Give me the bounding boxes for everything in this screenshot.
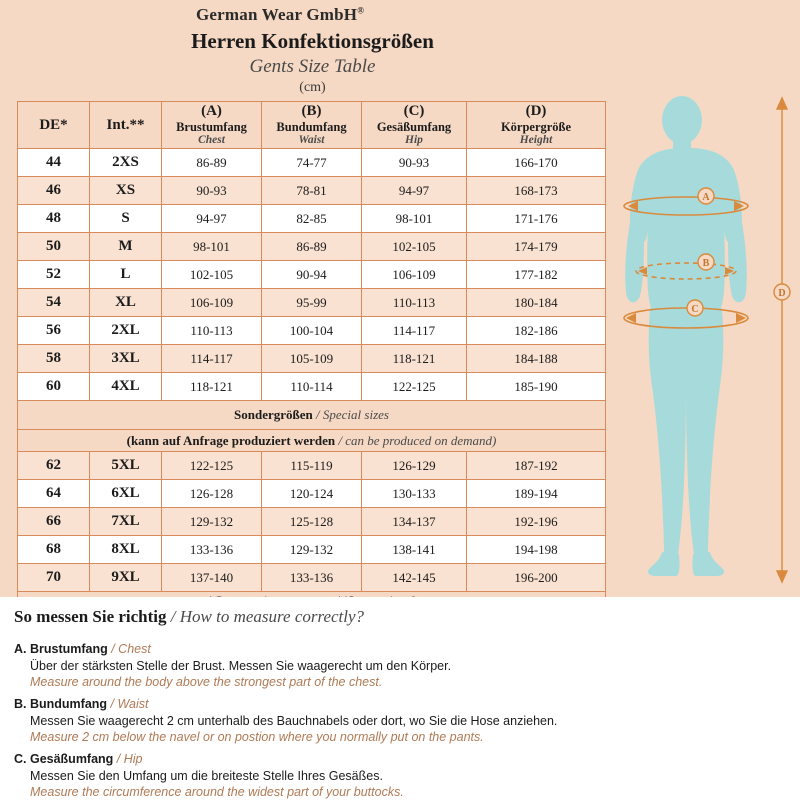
column-header-int: Int.**: [90, 102, 162, 149]
measure-label-de: C. Gesäßumfang: [14, 752, 114, 766]
special-sub-sep: /: [335, 432, 346, 448]
column-header-height: [467, 102, 606, 149]
cell-chest: 122-125: [162, 452, 262, 480]
page-title-de: Herren Konfektionsgrößen: [191, 29, 434, 53]
cell-int: 3XL: [90, 345, 162, 373]
measure-label-sep: /: [113, 752, 124, 766]
cell-chest: 137-140: [162, 564, 262, 592]
cell-chest: 118-121: [162, 373, 262, 401]
cell-int: M: [90, 233, 162, 261]
table-row: [18, 480, 606, 508]
cell-height: 174-179: [467, 233, 606, 261]
cell-waist: 120-124: [262, 480, 362, 508]
special-title-sep: /: [312, 407, 323, 422]
cell-hip: 106-109: [362, 261, 467, 289]
cell-waist: 82-85: [262, 205, 362, 233]
cell-hip: 134-137: [362, 508, 467, 536]
column-de-waist: Bundumfang: [276, 119, 347, 134]
cell-de: 44: [18, 149, 90, 177]
column-letter-a: (A): [201, 102, 222, 119]
heading-en: How to measure correctly?: [179, 607, 365, 626]
cell-de: 46: [18, 177, 90, 205]
table-row: [18, 564, 606, 592]
table-row: [18, 345, 606, 373]
how-to-measure-section: [0, 597, 800, 800]
cell-height: 185-190: [467, 373, 606, 401]
cell-waist: 100-104: [262, 317, 362, 345]
table-row: [18, 452, 606, 480]
cell-chest: 90-93: [162, 177, 262, 205]
cell-de: 70: [18, 564, 90, 592]
cell-de: 50: [18, 233, 90, 261]
cell-de: 52: [18, 261, 90, 289]
cell-chest: 110-113: [162, 317, 262, 345]
measure-item-title: [14, 752, 784, 766]
cell-int: 9XL: [90, 564, 162, 592]
table-row: [18, 233, 606, 261]
cell-height: 187-192: [467, 452, 606, 480]
special-sizes-title-row: [18, 401, 606, 430]
body-silhouette: [625, 96, 747, 576]
table-row: [18, 177, 606, 205]
special-title-de: Sondergrößen: [234, 407, 313, 422]
heading-sep: /: [166, 607, 180, 626]
cell-waist: 78-81: [262, 177, 362, 205]
cell-int: 2XL: [90, 317, 162, 345]
cell-hip: 142-145: [362, 564, 467, 592]
cell-hip: 114-117: [362, 317, 467, 345]
cell-de: 62: [18, 452, 90, 480]
cell-height: 177-182: [467, 261, 606, 289]
cell-height: 166-170: [467, 149, 606, 177]
table-row: [18, 373, 606, 401]
page-title-unit: (cm): [299, 80, 326, 95]
cell-chest: 114-117: [162, 345, 262, 373]
table-row: [18, 261, 606, 289]
measure-label-de: B. Bundumfang: [14, 697, 108, 711]
cell-chest: 102-105: [162, 261, 262, 289]
cell-int: 6XL: [90, 480, 162, 508]
cell-height: 180-184: [467, 289, 606, 317]
table-row: [18, 289, 606, 317]
special-sizes-sub-row: [18, 430, 606, 452]
cell-de: 64: [18, 480, 90, 508]
cell-hip: 126-129: [362, 452, 467, 480]
body-figure: [610, 96, 800, 591]
cell-waist: 133-136: [262, 564, 362, 592]
cell-int: 8XL: [90, 536, 162, 564]
measure-item-hip: [14, 752, 784, 800]
measure-text-en: Measure around the body above the strongest part of the chest.: [30, 675, 383, 689]
cell-int: S: [90, 205, 162, 233]
cell-int: 5XL: [90, 452, 162, 480]
cell-height: 182-186: [467, 317, 606, 345]
measure-text-de: Über der stärksten Stelle der Brust. Messen Sie waagerecht um den Körper.: [30, 659, 452, 673]
measure-label-en: Waist: [117, 697, 149, 711]
cell-hip: 110-113: [362, 289, 467, 317]
cell-de: 68: [18, 536, 90, 564]
cell-chest: 98-101: [162, 233, 262, 261]
marker-a-label: A: [702, 192, 710, 203]
column-header-chest: [162, 102, 262, 149]
cell-int: 7XL: [90, 508, 162, 536]
cell-int: XL: [90, 289, 162, 317]
cell-chest: 94-97: [162, 205, 262, 233]
brand-name: [196, 5, 364, 25]
cell-chest: 133-136: [162, 536, 262, 564]
column-en-hip: Hip: [405, 133, 423, 146]
column-header-hip: [362, 102, 467, 149]
cell-waist: 95-99: [262, 289, 362, 317]
how-to-measure-heading: [14, 607, 364, 627]
cell-de: 48: [18, 205, 90, 233]
measure-item-chest: [14, 642, 784, 690]
measure-item-title: [14, 642, 784, 656]
cell-chest: 86-89: [162, 149, 262, 177]
cell-waist: 105-109: [262, 345, 362, 373]
column-letter-d: (D): [525, 102, 547, 119]
cell-waist: 86-89: [262, 233, 362, 261]
marker-b-label: B: [702, 258, 710, 269]
registered-mark: ®: [357, 5, 365, 16]
cell-height: 184-188: [467, 345, 606, 373]
measure-label-sep: /: [107, 642, 119, 656]
column-de-hip: Gesäßumfang: [376, 119, 452, 134]
cell-waist: 125-128: [262, 508, 362, 536]
cell-hip: 138-141: [362, 536, 467, 564]
table-row: [18, 508, 606, 536]
column-de-height: Körpergröße: [500, 119, 572, 134]
cell-height: 189-194: [467, 480, 606, 508]
table-header-row: [18, 102, 606, 149]
measure-label-en: Chest: [118, 642, 151, 656]
table-row: [18, 205, 606, 233]
special-sizes-subtitle: [18, 430, 606, 452]
cell-de: 58: [18, 345, 90, 373]
cell-de: 60: [18, 373, 90, 401]
cell-height: 171-176: [467, 205, 606, 233]
measure-item-title: [14, 697, 784, 711]
measure-label-de: A. Brustumfang: [14, 642, 108, 656]
cell-chest: 129-132: [162, 508, 262, 536]
cell-height: 192-196: [467, 508, 606, 536]
cell-height: 194-198: [467, 536, 606, 564]
cell-hip: 98-101: [362, 205, 467, 233]
cell-hip: 90-93: [362, 149, 467, 177]
measure-text-en: Measure the circumference around the widest part of your buttocks.: [30, 785, 404, 799]
cell-hip: 122-125: [362, 373, 467, 401]
cell-int: XS: [90, 177, 162, 205]
marker-c-label: C: [691, 304, 699, 315]
cell-waist: 110-114: [262, 373, 362, 401]
column-de-chest: Brustumfang: [176, 119, 247, 134]
column-en-height: Height: [519, 133, 553, 146]
cell-de: 56: [18, 317, 90, 345]
cell-int: 2XS: [90, 149, 162, 177]
cell-waist: 115-119: [262, 452, 362, 480]
cell-height: 168-173: [467, 177, 606, 205]
column-en-waist: Waist: [298, 133, 325, 146]
brand-label: German Wear GmbH: [196, 5, 358, 24]
marker-d-label: D: [778, 288, 786, 299]
page-title-en: Gents Size Table: [249, 56, 376, 77]
measure-label-sep: /: [107, 697, 118, 711]
measure-item-waist: [14, 697, 784, 745]
column-letter-c: (C): [403, 102, 425, 119]
column-letter-b: (B): [301, 102, 322, 119]
table-row: [18, 536, 606, 564]
special-sub-en: can be produced on demand): [345, 432, 497, 448]
cell-int: L: [90, 261, 162, 289]
cell-waist: 129-132: [262, 536, 362, 564]
table-row: [18, 317, 606, 345]
cell-waist: 90-94: [262, 261, 362, 289]
measure-text-en: Measure 2 cm below the navel or on postion where you normally put on the pants.: [30, 730, 484, 744]
special-sub-de: (kann auf Anfrage produziert werden: [126, 432, 336, 448]
cell-hip: 118-121: [362, 345, 467, 373]
cell-hip: 130-133: [362, 480, 467, 508]
cell-chest: 106-109: [162, 289, 262, 317]
column-header-waist: [262, 102, 362, 149]
special-sizes-title: [18, 401, 606, 430]
cell-de: 66: [18, 508, 90, 536]
cell-waist: 74-77: [262, 149, 362, 177]
size-table: [17, 101, 606, 611]
cell-int: 4XL: [90, 373, 162, 401]
heading-de: So messen Sie richtig: [14, 607, 167, 626]
cell-hip: 102-105: [362, 233, 467, 261]
measure-text-de: Messen Sie waagerecht 2 cm unterhalb des Bauchnabels oder dort, wo Sie die Hose anziehen.: [30, 714, 558, 728]
column-en-chest: Chest: [198, 133, 225, 146]
measure-label-en: Hip: [123, 752, 143, 766]
cell-hip: 94-97: [362, 177, 467, 205]
cell-height: 196-200: [467, 564, 606, 592]
measure-text-de: Messen Sie den Umfang um die breiteste Stelle Ihres Gesäßes.: [30, 769, 383, 783]
cell-chest: 126-128: [162, 480, 262, 508]
column-header-de: DE*: [18, 102, 90, 149]
special-title-en: Special sizes: [322, 407, 389, 422]
table-row: [18, 149, 606, 177]
cell-de: 54: [18, 289, 90, 317]
height-measure-arrow: [777, 98, 787, 582]
